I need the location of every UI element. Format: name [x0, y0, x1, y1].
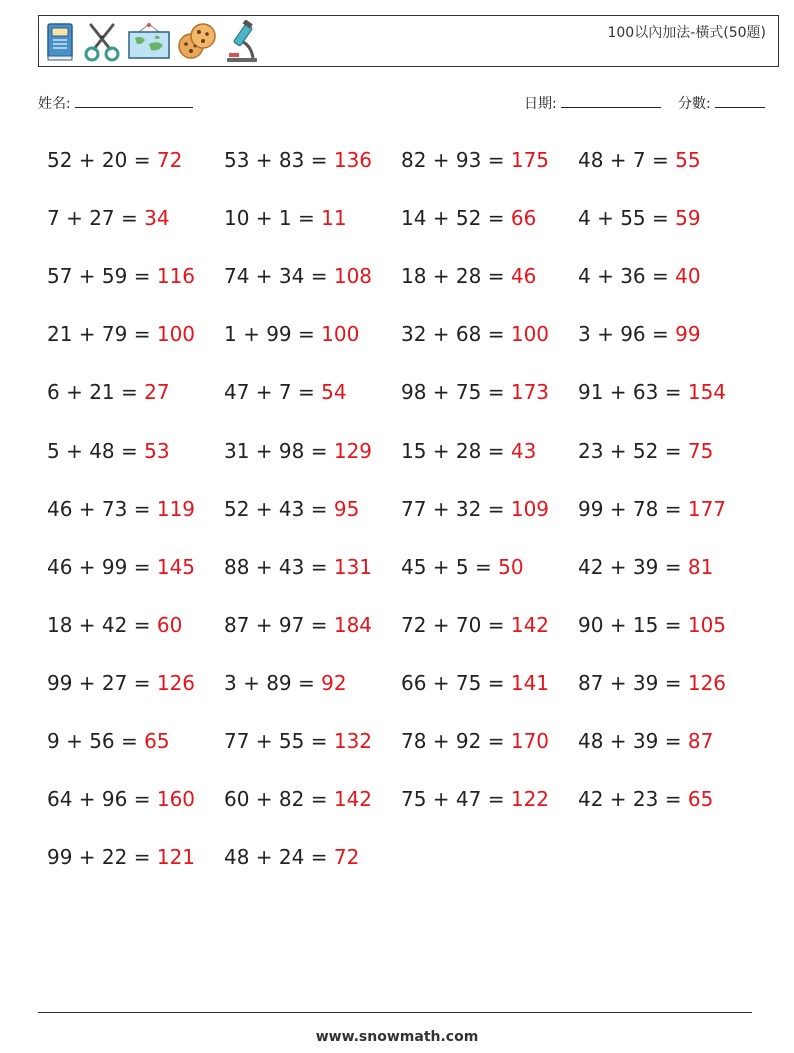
problem-question: 48 + 24 = — [224, 845, 334, 870]
problem-answer: 105 — [687, 612, 727, 637]
problem-question: 74 + 34 = — [224, 264, 334, 289]
problem-answer: 129 — [333, 438, 373, 463]
problem-question: 5 + 48 = — [47, 438, 145, 463]
problem-answer: 53 — [144, 438, 170, 463]
problem-answer: 65 — [687, 787, 714, 812]
problem-answer: 100 — [321, 322, 360, 347]
worksheet-title: 100以內加法-橫式(50題) — [607, 25, 766, 41]
problem-item — [224, 439, 372, 463]
problem-question: 88 + 43 = — [224, 554, 334, 579]
problem-question: 52 + 20 = — [47, 148, 157, 172]
problem-answer: 142 — [510, 612, 550, 637]
problem-question: 52 + 43 = — [224, 496, 334, 521]
problem-question: 45 + 5 = — [401, 554, 499, 579]
problem-item — [47, 148, 182, 172]
cookies-icon — [177, 22, 217, 62]
problem-question: 18 + 42 = — [47, 612, 157, 637]
problem-answer: 108 — [333, 264, 373, 289]
problem-answer: 40 — [675, 264, 701, 289]
problem-answer: 121 — [156, 845, 196, 870]
problem-answer: 55 — [675, 148, 701, 172]
problem-item — [224, 264, 372, 288]
problem-question: 64 + 96 = — [47, 787, 157, 812]
problem-answer: 87 — [687, 729, 714, 753]
problem-question: 1 + 99 = — [224, 322, 322, 347]
date-label: 日期: — [524, 96, 557, 112]
problem-item — [47, 439, 170, 463]
problem-item — [47, 264, 195, 288]
problem-question: 75 + 47 = — [401, 787, 511, 812]
problem-question: 77 + 55 = — [224, 729, 334, 753]
problem-question: 91 + 63 = — [578, 380, 688, 405]
problem-answer: 184 — [333, 612, 373, 637]
problem-item — [578, 439, 713, 463]
problem-question: 23 + 52 = — [578, 438, 688, 463]
problem-question: 87 + 97 = — [224, 612, 334, 637]
problem-question: 99 + 78 = — [578, 496, 688, 521]
problem-question: 46 + 99 = — [47, 554, 157, 579]
footer-divider — [38, 1012, 752, 1013]
problem-item — [578, 206, 701, 230]
problem-answer: 46 — [510, 264, 537, 289]
problem-answer: 65 — [144, 729, 170, 753]
problem-item — [47, 322, 195, 346]
problem-answer: 92 — [321, 670, 347, 695]
problem-item — [401, 497, 549, 521]
problem-item — [578, 729, 713, 753]
scissors-icon — [83, 21, 121, 63]
problem-item — [47, 497, 195, 521]
problem-answer: 177 — [687, 496, 727, 521]
problem-answer: 109 — [510, 496, 550, 521]
problem-question: 9 + 56 = — [47, 729, 145, 753]
problem-question: 99 + 27 = — [47, 670, 157, 695]
problem-question: 53 + 83 = — [224, 148, 334, 172]
problem-item — [578, 264, 701, 288]
problem-item — [47, 613, 182, 637]
problem-question: 10 + 1 = — [224, 206, 322, 231]
problem-question: 21 + 79 = — [47, 322, 157, 347]
problem-answer: 132 — [333, 729, 373, 753]
problem-item — [578, 380, 726, 404]
problem-question: 57 + 59 = — [47, 264, 157, 289]
problem-item — [578, 555, 713, 579]
problem-question: 72 + 70 = — [401, 612, 511, 637]
problem-answer: 34 — [144, 206, 170, 231]
name-field — [38, 93, 193, 113]
footer-url: www.snowmath.com — [315, 1029, 479, 1045]
problem-item — [578, 671, 726, 695]
problem-question: 32 + 68 = — [401, 322, 511, 347]
problem-question: 3 + 96 = — [578, 322, 676, 347]
score-label: 分數: — [678, 96, 711, 112]
problem-question: 82 + 93 = — [401, 148, 511, 172]
problem-item — [224, 671, 347, 695]
problem-answer: 99 — [675, 322, 701, 347]
problem-item — [401, 671, 549, 695]
problem-answer: 75 — [687, 438, 714, 463]
problem-item — [578, 322, 701, 346]
date-blank — [561, 93, 661, 108]
problem-item — [224, 613, 372, 637]
problem-item — [224, 845, 359, 869]
problem-item — [401, 264, 536, 288]
problem-answer: 116 — [156, 264, 196, 289]
name-label: 姓名: — [38, 96, 71, 112]
problem-question: 90 + 15 = — [578, 612, 688, 637]
problem-item — [401, 439, 536, 463]
problem-answer: 154 — [687, 380, 727, 405]
problem-answer: 131 — [333, 554, 373, 579]
problem-answer: 43 — [510, 438, 537, 463]
problem-question: 60 + 82 = — [224, 787, 334, 812]
problem-item — [47, 787, 195, 811]
problem-answer: 54 — [321, 380, 347, 405]
problem-answer: 100 — [156, 322, 196, 347]
score-blank — [715, 93, 765, 108]
problem-item — [578, 148, 701, 172]
problem-item — [401, 380, 549, 404]
problem-item — [401, 787, 549, 811]
problem-question: 48 + 7 = — [578, 148, 676, 172]
problem-question: 77 + 32 = — [401, 496, 511, 521]
problem-question: 3 + 89 = — [224, 670, 322, 695]
problem-item — [401, 729, 549, 753]
problem-question: 4 + 36 = — [578, 264, 676, 289]
problem-item — [224, 787, 372, 811]
problem-question: 78 + 92 = — [401, 729, 511, 753]
problem-answer: 122 — [510, 787, 550, 812]
header-icons — [45, 19, 263, 65]
problem-question: 7 + 27 = — [47, 206, 145, 231]
problem-item — [224, 322, 359, 346]
problem-item — [47, 845, 195, 869]
problem-question: 48 + 39 = — [578, 729, 688, 753]
book-icon — [45, 22, 77, 62]
problem-question: 46 + 73 = — [47, 496, 157, 521]
problem-answer: 72 — [156, 148, 183, 172]
problem-item — [224, 206, 347, 230]
date-field — [524, 93, 661, 113]
problem-answer: 141 — [510, 670, 550, 695]
problem-question: 47 + 7 = — [224, 380, 322, 405]
problem-question: 6 + 21 = — [47, 380, 145, 405]
problem-answer: 72 — [333, 845, 360, 870]
problem-answer: 126 — [687, 670, 727, 695]
problem-question: 15 + 28 = — [401, 438, 511, 463]
problem-question: 98 + 75 = — [401, 380, 511, 405]
problem-item — [401, 555, 524, 579]
problem-item — [47, 671, 195, 695]
problem-answer: 170 — [510, 729, 550, 753]
problem-item — [224, 497, 359, 521]
problem-item — [401, 613, 549, 637]
problem-question: 87 + 39 = — [578, 670, 688, 695]
problem-question: 42 + 23 = — [578, 787, 688, 812]
problem-item — [224, 148, 372, 172]
problem-item — [401, 148, 549, 172]
name-blank — [75, 93, 193, 108]
problem-answer: 142 — [333, 787, 373, 812]
problem-item — [47, 380, 170, 404]
problem-item — [578, 787, 713, 811]
problem-item — [224, 729, 372, 753]
problem-answer: 160 — [156, 787, 196, 812]
problem-answer: 50 — [498, 554, 524, 579]
problem-question: 14 + 52 = — [401, 206, 511, 231]
problem-question: 42 + 39 = — [578, 554, 688, 579]
problem-answer: 175 — [510, 148, 550, 172]
problem-answer: 60 — [156, 612, 183, 637]
problem-answer: 119 — [156, 496, 196, 521]
problem-answer: 100 — [510, 322, 550, 347]
problem-item — [47, 555, 195, 579]
problem-item — [401, 322, 549, 346]
problem-question: 99 + 22 = — [47, 845, 157, 870]
problem-question: 66 + 75 = — [401, 670, 511, 695]
problem-answer: 11 — [321, 206, 347, 231]
problem-item — [224, 380, 347, 404]
microscope-icon — [223, 20, 263, 64]
problem-item — [47, 206, 170, 230]
problem-answer: 126 — [156, 670, 196, 695]
problem-item — [47, 729, 170, 753]
problem-question: 4 + 55 = — [578, 206, 676, 231]
problem-question: 31 + 98 = — [224, 438, 334, 463]
problem-question: 18 + 28 = — [401, 264, 511, 289]
problem-answer: 136 — [333, 148, 373, 172]
map-icon — [127, 22, 171, 62]
problem-answer: 145 — [156, 554, 196, 579]
problem-answer: 27 — [144, 380, 170, 405]
problem-item — [224, 555, 372, 579]
problem-answer: 66 — [510, 206, 537, 231]
header-box — [38, 15, 779, 67]
problem-answer: 81 — [687, 554, 714, 579]
problem-item — [578, 497, 726, 521]
problem-answer: 59 — [675, 206, 701, 231]
problem-item — [578, 613, 726, 637]
problem-answer: 95 — [333, 496, 360, 521]
problem-item — [401, 206, 536, 230]
score-field — [678, 93, 765, 113]
problem-answer: 173 — [510, 380, 550, 405]
